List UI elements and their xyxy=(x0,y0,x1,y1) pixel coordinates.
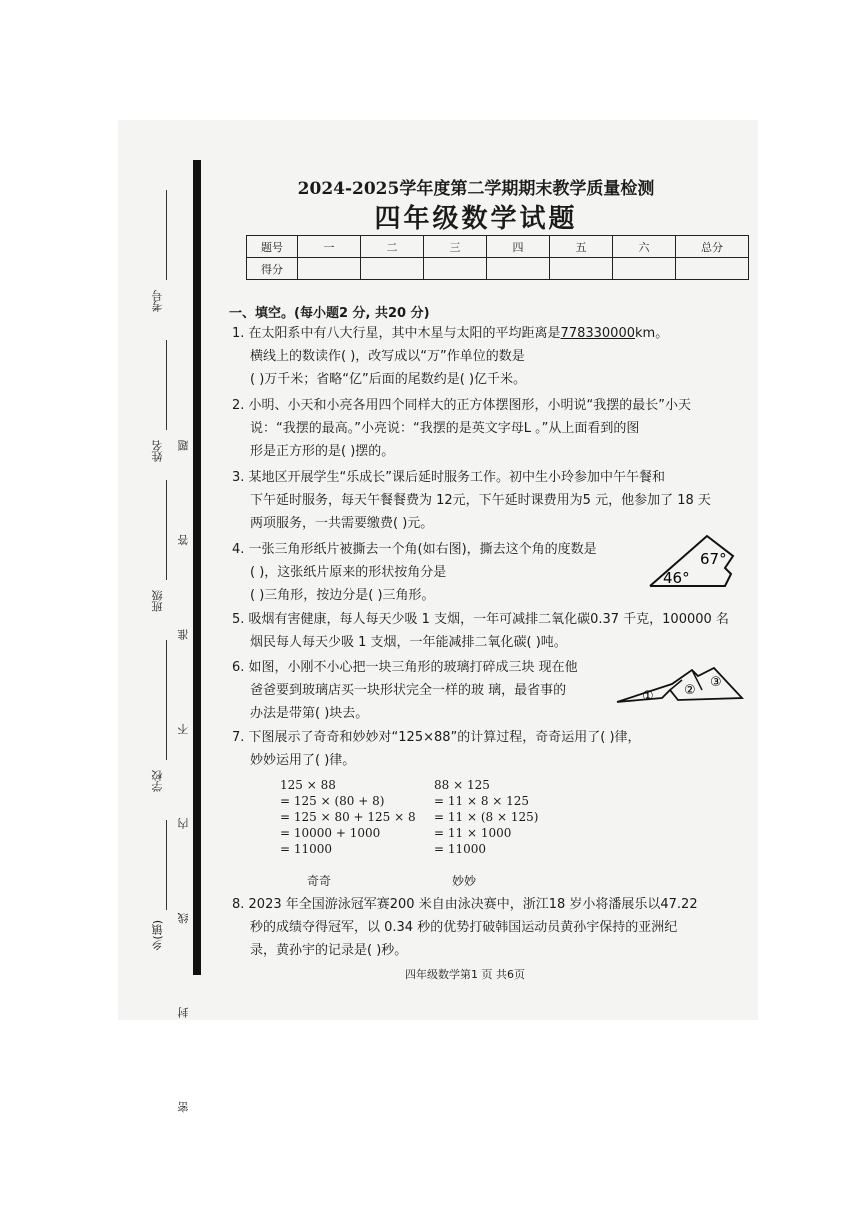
angle-46-label: 46° xyxy=(663,569,690,587)
question-line: 2. 小明、小天和小亮各用四个同样大的正方体摆图形，小明说“我摆的最长”小天 xyxy=(232,398,692,413)
question-line: 爸爸要到玻璃店买一块形状完全一样的玻 璃，最省事的 xyxy=(250,683,567,698)
question-line: 7. 下图展示了奇奇和妙妙对“125×88”的计算过程，奇奇运用了( )律， xyxy=(232,730,641,745)
table-cell: 总分 xyxy=(676,236,749,258)
exam-title: 四年级数学试题 xyxy=(374,204,578,234)
calc-step: = 11 × 1000 xyxy=(434,826,512,840)
question-line: 烟民每人每天少吸 1 支烟，一年能减排二氧化碳( )吨。 xyxy=(250,635,567,650)
score-input[interactable] xyxy=(550,258,613,280)
seal-line-warning: 密 封 线 内 不 准 答 题 xyxy=(177,400,190,1113)
score-table-header-row xyxy=(247,236,749,258)
score-table-score-row xyxy=(247,258,749,280)
binding-bar xyxy=(193,160,201,975)
score-input[interactable] xyxy=(361,258,424,280)
question-line xyxy=(232,322,747,345)
piece-1-label: ① xyxy=(642,689,654,704)
piece-2-label: ② xyxy=(684,683,696,698)
broken-glass-figure xyxy=(612,660,747,710)
table-cell: 一 xyxy=(298,236,361,258)
piece-3-label: ③ xyxy=(710,675,722,690)
question-line: 妙妙运用了( )律。 xyxy=(250,753,356,768)
question-4 xyxy=(232,538,632,607)
section-heading: 一、填空。(每小题2 分, 共20 分) xyxy=(229,306,430,321)
kaohao-line xyxy=(166,190,167,280)
table-cell: 得分 xyxy=(247,258,298,280)
question-line: 两项服务，一共需要缴费( )元。 xyxy=(250,516,434,531)
score-input[interactable] xyxy=(676,258,749,280)
question-line: 秒的成绩夺得冠军，以 0.34 秒的优势打破韩国运动员黄孙宇保持的亚洲纪 xyxy=(250,920,678,935)
question-6 xyxy=(232,656,632,725)
qiqi-calculation xyxy=(280,777,416,857)
exam-subtitle: 2024-2025学年度第二学期期末教学质量检测 xyxy=(297,179,655,199)
table-cell: 三 xyxy=(424,236,487,258)
calc-step: = 125 × (80 + 8) xyxy=(280,794,385,808)
table-cell: 四 xyxy=(487,236,550,258)
table-cell: 五 xyxy=(550,236,613,258)
question-3 xyxy=(232,466,747,535)
question-line: 下午延时服务，每天午餐餐费为 12元，下午延时课费用为5 元，他参加了 18 天 xyxy=(250,493,711,508)
score-input[interactable] xyxy=(424,258,487,280)
calc-step: = 11 × 8 × 125 xyxy=(434,794,530,808)
angle-67-label: 67° xyxy=(700,550,727,568)
table-cell: 二 xyxy=(361,236,424,258)
question-2 xyxy=(232,394,747,463)
table-cell: 题号 xyxy=(247,236,298,258)
question-line: 5. 吸烟有害健康，每人每天少吸 1 支烟，一年可减排二氧化碳0.37 千克，100000 名 xyxy=(232,612,729,627)
banji-label: 班级 xyxy=(151,590,164,612)
xingming-line xyxy=(166,340,167,430)
score-input[interactable] xyxy=(298,258,361,280)
calc-step: = 11000 xyxy=(434,842,487,856)
page-footer: 四年级数学第1 页 共6页 xyxy=(405,968,525,981)
question-line: 8. 2023 年全国游泳冠军赛200 米自由泳决赛中，浙江18 岁小将潘展乐以47.22 xyxy=(232,897,698,912)
xiangzhen-line xyxy=(166,820,167,910)
score-input[interactable] xyxy=(613,258,676,280)
question-5 xyxy=(232,608,747,654)
question-line: ( )万千米；省略“亿”后面的尾数约是( )亿千米。 xyxy=(250,372,527,387)
question-line: 横线上的数读作( )，改写成以“万”作单位的数是 xyxy=(250,349,525,364)
question-text: 1. 在太阳系中有八大行星，其中木星与太阳的平均距离是 xyxy=(232,326,561,341)
unit-text: km。 xyxy=(635,326,669,341)
miaomiao-label: 妙妙 xyxy=(452,874,477,888)
question-8 xyxy=(232,893,747,962)
kaohao-label: 考号 xyxy=(151,290,164,312)
question-line: 形是正方形的是( )摆的。 xyxy=(250,444,395,459)
qiqi-label: 奇奇 xyxy=(307,874,332,888)
miaomiao-calculation xyxy=(434,777,538,857)
table-cell: 六 xyxy=(613,236,676,258)
banji-line xyxy=(166,480,167,580)
torn-triangle-figure xyxy=(645,528,745,593)
question-line: 说：“我摆的最高。”小亮说：“我摆的是英文字母L 。”从上面看到的图 xyxy=(250,421,640,436)
calc-step: = 10000 + 1000 xyxy=(280,826,381,840)
score-input[interactable] xyxy=(487,258,550,280)
score-table xyxy=(246,235,749,280)
question-line: ( )三角形，按边分是( )三角形。 xyxy=(250,588,435,603)
question-7 xyxy=(232,726,747,772)
calc-step: 88 × 125 xyxy=(434,778,490,792)
calc-step: = 125 × 80 + 125 × 8 xyxy=(280,810,416,824)
question-line: 6. 如图，小刚不小心把一块三角形的玻璃打碎成三块 现在他 xyxy=(232,660,578,675)
calc-step: 125 × 88 xyxy=(280,778,336,792)
xuexiao-label: 学校 xyxy=(151,770,164,792)
xiangzhen-label: 乡(镇) xyxy=(151,920,164,951)
calc-step: = 11 × (8 × 125) xyxy=(434,810,539,824)
question-line: ( )，这张纸片原来的形状按角分是 xyxy=(250,565,447,580)
calc-step: = 11000 xyxy=(280,842,333,856)
xuexiao-line xyxy=(166,640,167,760)
question-line: 4. 一张三角形纸片被撕去一个角(如右图)，撕去这个角的度数是 xyxy=(232,542,597,557)
question-line: 录，黄孙宇的记录是( )秒。 xyxy=(250,943,408,958)
xingming-label: 姓名 xyxy=(151,440,164,462)
question-1 xyxy=(232,322,747,391)
question-line: 办法是带第( )块去。 xyxy=(250,706,369,721)
underlined-number: 778330000 xyxy=(560,326,635,341)
question-line: 3. 某地区开展学生“乐成长”课后延时服务工作。初中生小玲参加中午午餐和 xyxy=(232,470,666,485)
